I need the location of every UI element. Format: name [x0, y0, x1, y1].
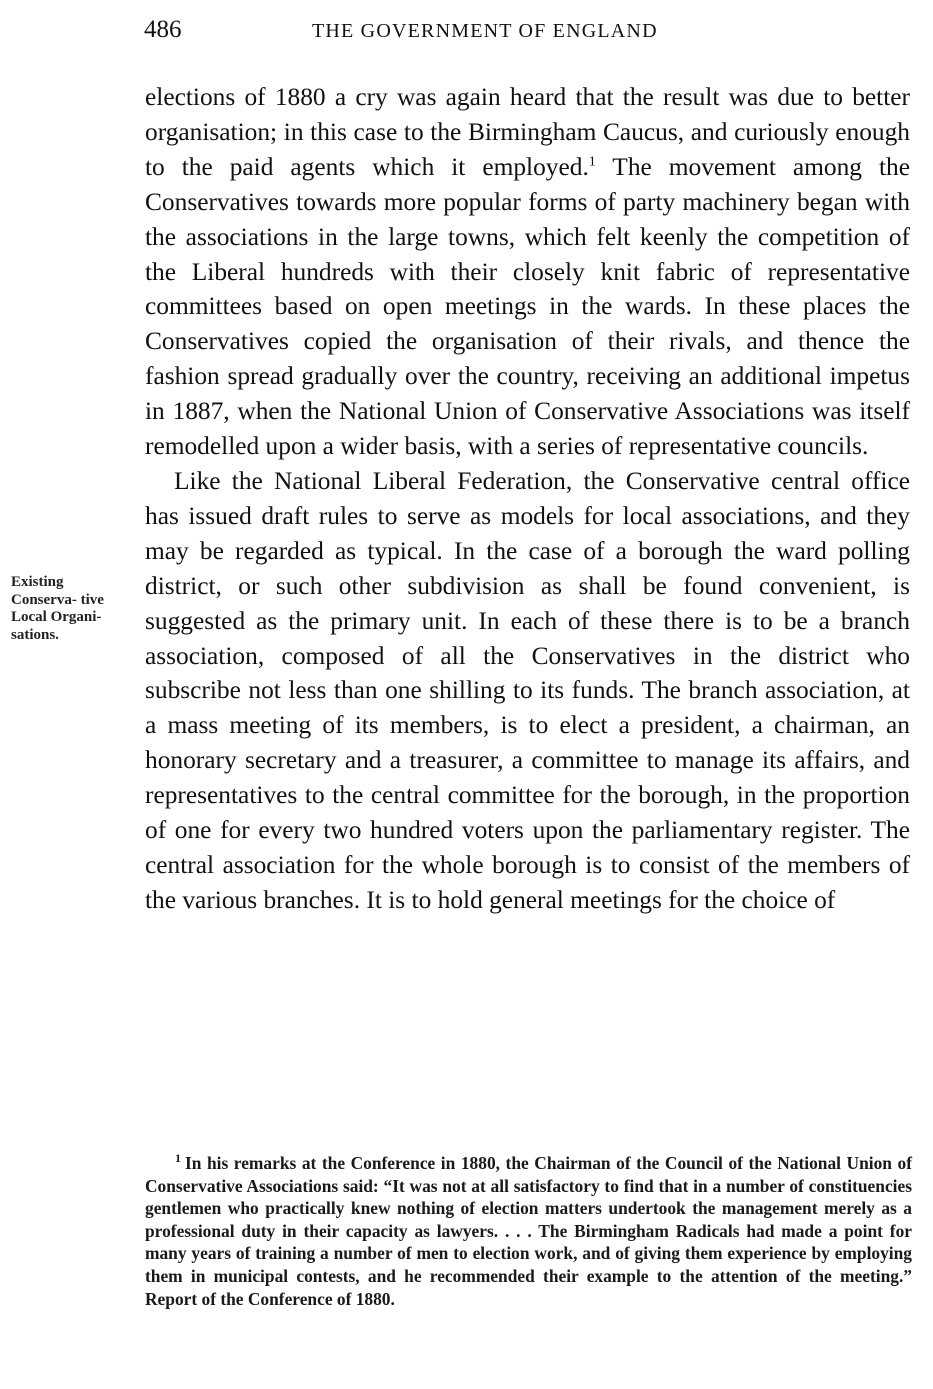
footnote-reference[interactable]: 1 — [588, 154, 596, 170]
page-number: 486 — [144, 16, 182, 43]
main-text — [145, 80, 910, 918]
margin-note: Existing Conserva- tive Local Organi- sations. — [11, 574, 104, 643]
paragraph — [145, 80, 910, 464]
paragraph-text: elections of 1880 a cry was again heard that the result was due to better organisation; in this case to the Birmingham Caucus, and curiously enough to the paid agents which it employed. — [145, 83, 910, 181]
footnote-marker: 1 — [175, 1151, 181, 1166]
running-head: THE GOVERNMENT OF ENGLAND — [312, 20, 658, 42]
footnote — [145, 1152, 912, 1310]
paragraph: Like the National Liberal Federation, the Conservative central office has issued draft rules to serve as models for local associations, and they may be regarded as typical. In the case of a borough the ward polling district, or such other subdivision as shall be found convenient, is suggested as the primary unit. In each of these there is to be a branch association, composed of all the Conservatives in the district who subscribe not less than one shilling to its funds. The branch association, at a mass meeting of its members, is to elect a president, a chairman, an honorary secretary and a treasurer, a committee to manage its affairs, and representatives to the central committee for the borough, in the proportion of one for every two hundred voters upon the parliamentary register. The central association for the whole borough is to consist of the members of the various branches. It is to hold general meetings for the choice of — [145, 466, 910, 914]
footnote-text: In his remarks at the Conference in 1880, the Chairman of the Council of the National Union of Conservative Associations said: “It was not at all satisfactory to find that in a number of constituencies gentlemen who practically knew nothing of election matters undertook the management merely as a professional duty in their capacity as lawyers. . . . The Birmingham Radicals had made a point for many years of training a number of men to election work, and of giving them experience by employing them in municipal contests, and he recommended their example to the attention of the meeting.” Report of the Conference of 1880. — [145, 1153, 912, 1309]
paragraph-text: The movement among the Conservatives towards more popular forms of party machinery began with the associations in the large towns, which felt keenly the competition of the Liberal hundreds with their closely knit fabric of representative committees based on open meetings in the wards. In these places the Conservatives copied the organisation of their rivals, and thence the fashion spread gradually over the country, receiving an additional impetus in 1887, when the National Union of Conservative Associations was itself remodelled upon a wider basis, with a series of representative councils. — [145, 152, 910, 461]
